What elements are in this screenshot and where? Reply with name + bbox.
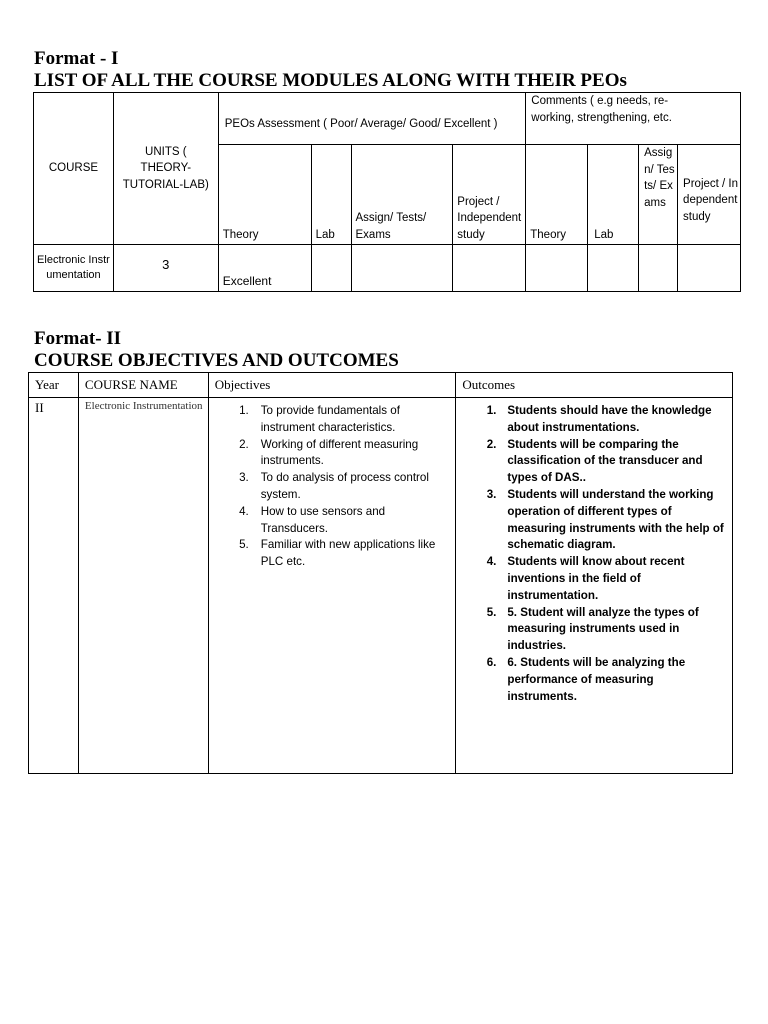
- comments-assign-cell: [639, 245, 678, 292]
- format-1-label: Format - I: [34, 48, 119, 69]
- outcome-item: 5. 5. Student will analyze the types of measuring instruments used in industries.: [486, 605, 699, 653]
- units-header: UNITS ( THEORY-TUTORIAL-LAB): [113, 93, 218, 245]
- outcomes-header: Outcomes: [456, 373, 733, 398]
- comments-theory-cell: [526, 245, 588, 292]
- project-cell: [453, 245, 526, 292]
- units-cell: 3: [113, 245, 218, 292]
- year-header: Year: [29, 373, 79, 398]
- outcome-item: 4. Students will know about recent inventions in the field of instrumentation.: [486, 555, 685, 602]
- comments-theory-subheader: Theory: [526, 145, 588, 245]
- format-2-label: Format- II: [34, 328, 122, 349]
- objective-item: 4. How to use sensors and Transducers.: [239, 504, 386, 535]
- objective-item: 5. Familiar with new applications like PLC etc.: [239, 538, 436, 569]
- outcome-item: 2. Students will be comparing the classification of the transducer and types of DAS..: [486, 437, 703, 485]
- objective-item: 1. To provide fundamentals of instrument characteristics.: [239, 404, 400, 434]
- outcomes-cell: [456, 398, 733, 774]
- year-cell: II: [29, 398, 79, 774]
- course-name-cell: Electronic Instrumentation: [78, 398, 208, 774]
- assign-tests-exams-subheader: Assign/ Tests/ Exams: [351, 145, 453, 245]
- peos-table: [33, 92, 741, 292]
- objectives-header: Objectives: [208, 373, 456, 398]
- objectives-outcomes-table: [28, 372, 733, 774]
- format-2-title: COURSE OBJECTIVES AND OUTCOMES: [34, 350, 399, 371]
- objective-item: 2. Working of different measuring instruments.: [239, 437, 419, 468]
- course-cell: Electronic Instrumentation: [34, 245, 114, 292]
- assign-cell: [351, 245, 453, 292]
- objectives-cell: [208, 398, 456, 774]
- outcome-item: 3. Students will understand the working operation of different types of measuring instruments with the help of schematic diagram.: [486, 487, 724, 552]
- course-header: COURSE: [34, 93, 114, 245]
- comments-lab-cell: [588, 245, 639, 292]
- comments-project-cell: [678, 245, 741, 292]
- comments-assign-subheader: Assign/ Tests/ Exams: [639, 145, 678, 245]
- lab-cell: [311, 245, 351, 292]
- course-name-header: COURSE NAME: [78, 373, 208, 398]
- comments-lab-subheader: Lab: [588, 145, 639, 245]
- comments-header: Comments ( e.g needs, re-working, strengthening, etc.: [526, 93, 741, 145]
- outcome-item: 1. Students should have the knowledge about instrumentations.: [486, 404, 712, 434]
- outcome-item: 6. 6. Students will be analyzing the performance of measuring instruments.: [486, 655, 686, 703]
- objective-item: 3. To do analysis of process control system.: [239, 471, 429, 501]
- theory-subheader: Theory: [218, 145, 311, 245]
- theory-cell: Excellent: [218, 245, 311, 292]
- peos-assessment-header: PEOs Assessment ( Poor/ Average/ Good/ Excellent ): [218, 93, 526, 145]
- format-1-title: LIST OF ALL THE COURSE MODULES ALONG WITH THEIR PEOs: [34, 70, 627, 91]
- project-independent-study-subheader: Project / Independent study: [453, 145, 526, 245]
- comments-project-subheader: Project / Independent study: [678, 145, 741, 245]
- lab-subheader: Lab: [311, 145, 351, 245]
